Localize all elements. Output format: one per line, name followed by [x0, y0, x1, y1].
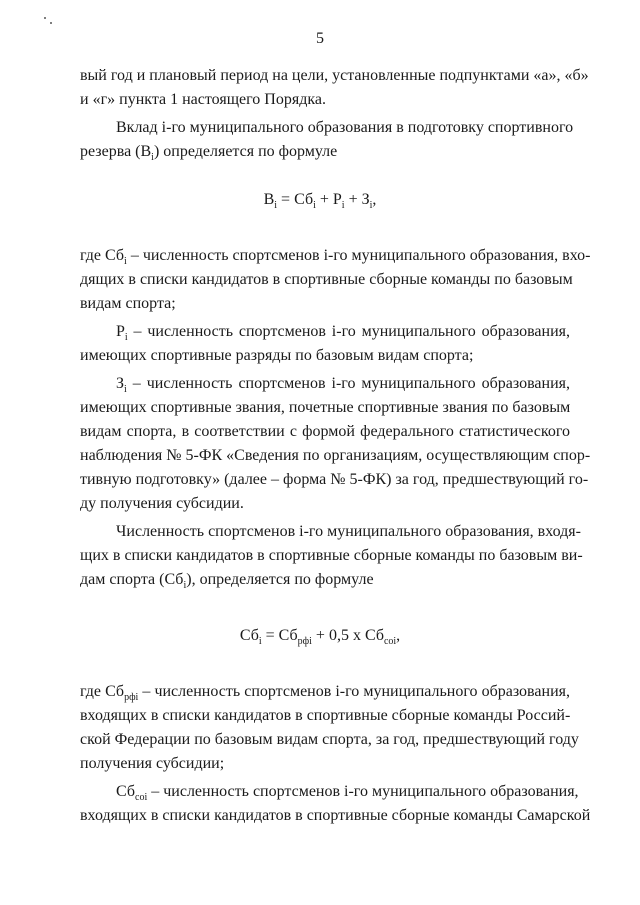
page-number: 5	[316, 30, 324, 47]
text-line: Численность спортсменов i-го муниципального образования, входя-	[116, 523, 581, 540]
definition-sb: где $Сб_i$ – численность спортсменов i-го муниципального образования, вхо-	[80, 247, 591, 268]
text-line: получения субсидии;	[80, 755, 225, 772]
definition-z: $З_i$ – численность спортсменов i-го муниципального образования,	[116, 375, 570, 396]
text-line: дам спорта $(Сб_i)$, определяется по формуле	[80, 571, 374, 592]
text-line: наблюдения № 5-ФК «Сведения по организациям, осуществляющим спор-	[80, 447, 591, 464]
text-line: ду получения субсидии.	[80, 495, 244, 512]
formula-2: $Сб_i = Сб_{рфi} + 0,5$ х $Сб_{соi}$,	[239, 627, 401, 648]
text-line: Вклад i-го муниципального образования в подготовку спортивного	[116, 119, 574, 136]
definition-sbso: $Сб_{соi}$ – численность спортсменов i-го муниципального образования,	[116, 783, 579, 804]
text-line: имеющих спортивные звания, почетные спортивные звания по базовым	[80, 399, 571, 416]
text-line: и «г» пункта 1 настоящего Порядка.	[80, 91, 326, 108]
scan-speck	[44, 17, 46, 19]
text-line: входящих в списки кандидатов в спортивные сборные команды Самарской	[80, 807, 591, 824]
text-line: имеющих спортивные разряды по базовым видам спорта;	[80, 347, 474, 364]
formula-1: $В_i = Сб_i + Р_i + З_i$,	[263, 191, 377, 212]
definition-sbrf: где $Сб_{рфi}$ – численность спортсменов i-го муниципального образования,	[80, 683, 570, 704]
text-line: щих в списки кандидатов в спортивные сборные команды по базовым ви-	[80, 547, 583, 564]
text-line: дящих в списки кандидатов в спортивные сборные команды по базовым	[80, 271, 573, 288]
text-line: вый год и плановый период на цели, установленные подпунктами «а», «б»	[80, 67, 589, 84]
definition-r: $Р_i$ – численность спортсменов i-го муниципального образования,	[116, 323, 570, 344]
text-line: резерва $(В_i)$ определяется по формуле	[80, 143, 338, 164]
scan-speck	[50, 22, 52, 24]
text-line: тивную подготовку» (далее – форма № 5-ФК) за год, предшествующий го-	[80, 471, 589, 488]
text-line: видам спорта;	[80, 295, 176, 312]
text-line: ской Федерации по базовым видам спорта, за год, предшествующий году	[80, 731, 579, 748]
text-line: входящих в списки кандидатов в спортивные сборные команды Россий-	[80, 707, 571, 724]
text-line: видам спорта, в соответствии с формой федерального статистического	[80, 423, 570, 440]
